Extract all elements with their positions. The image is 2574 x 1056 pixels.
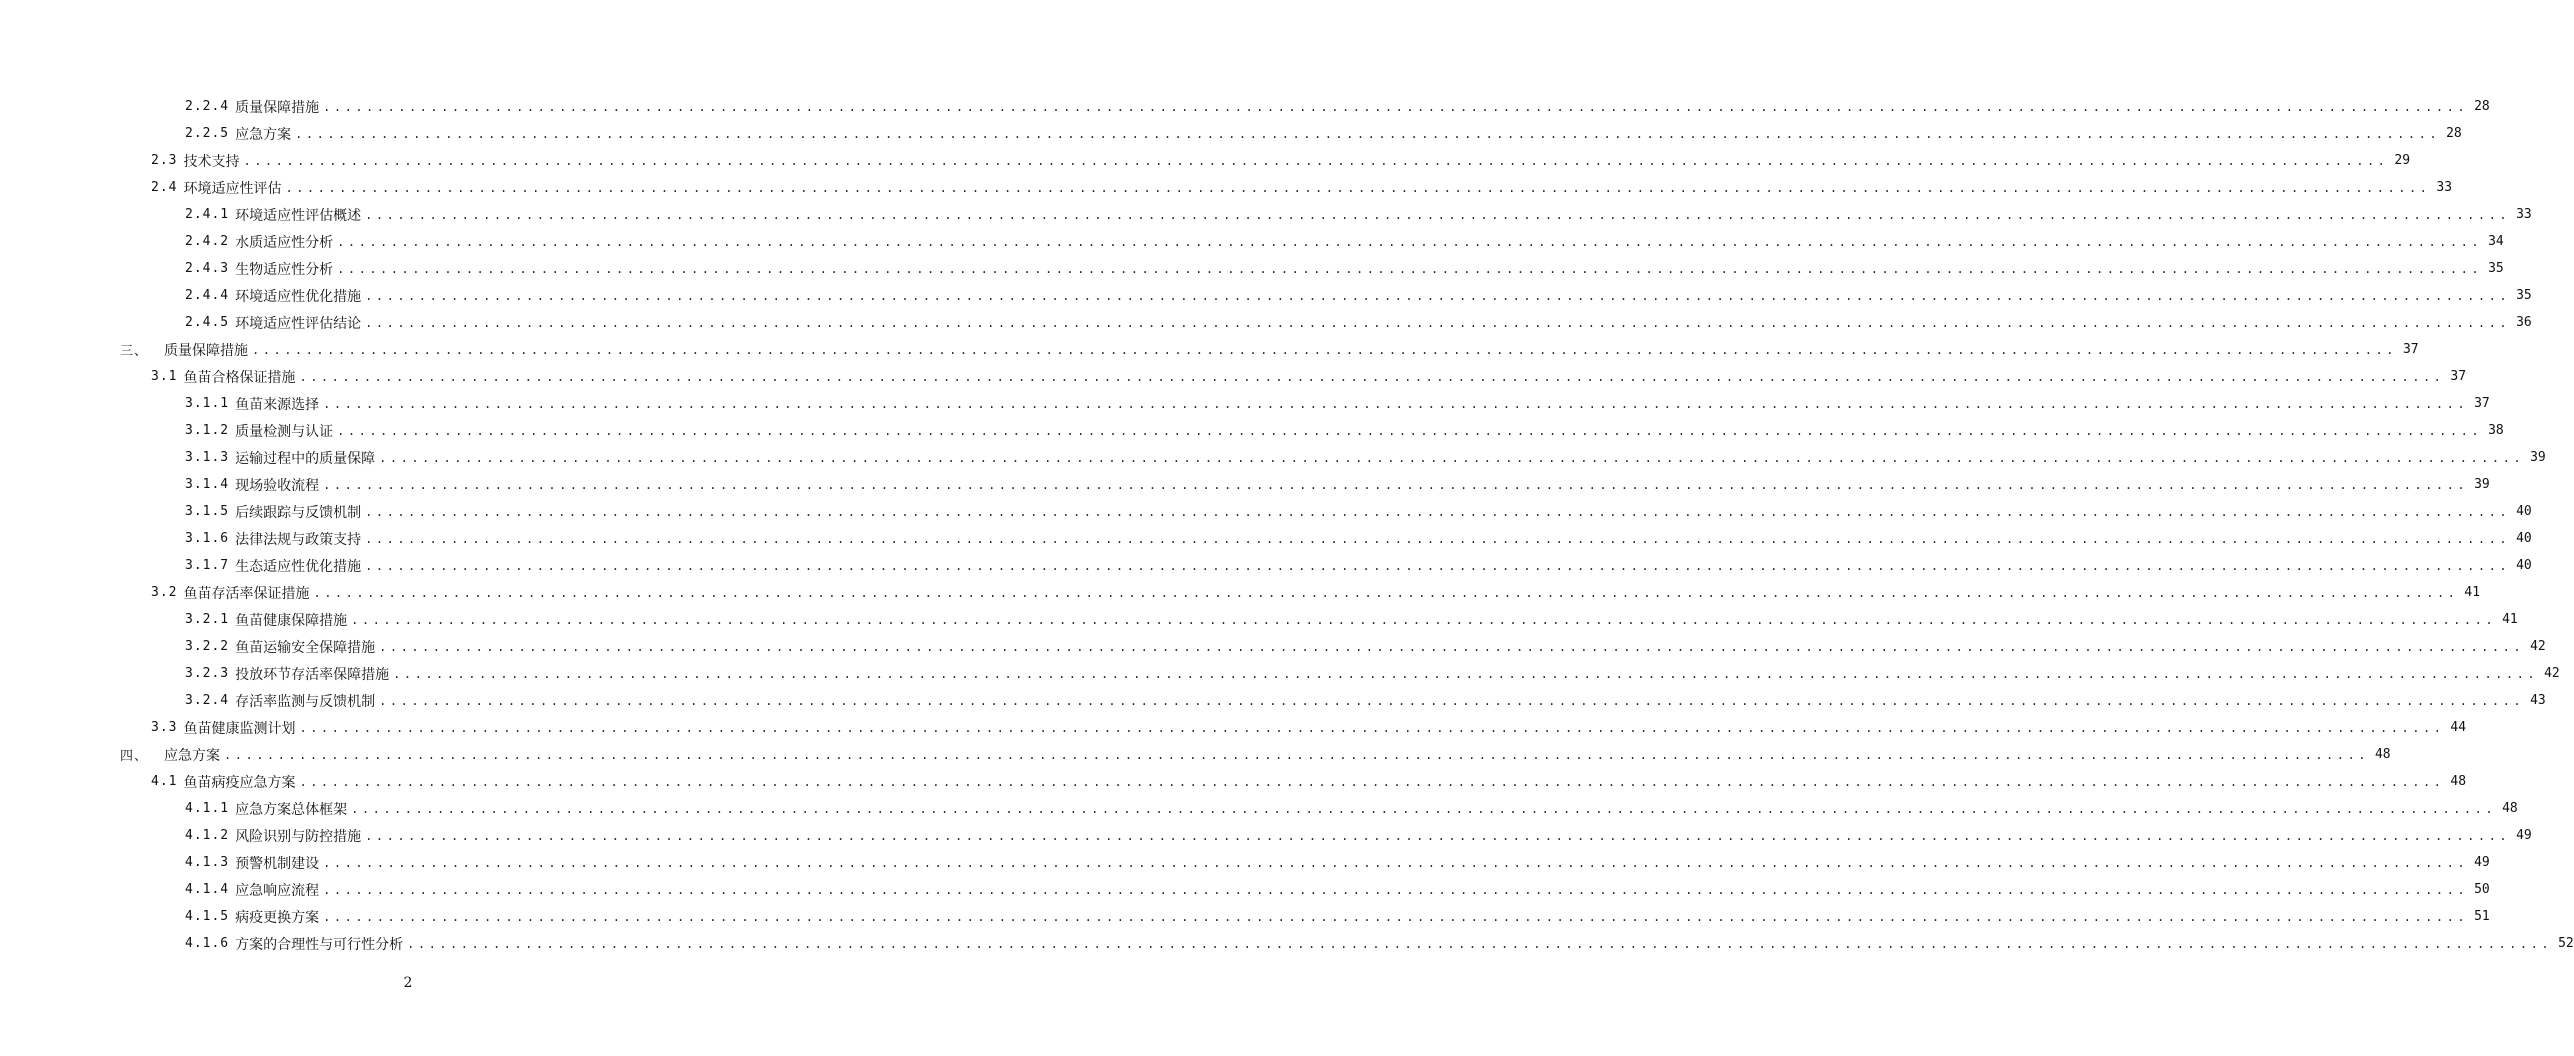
toc-entry[interactable] [0,255,2504,282]
toc-entry-number: 3.3 [151,720,178,735]
toc-entry[interactable] [0,228,2504,255]
toc-entry[interactable] [0,903,2490,930]
toc-entry-number: 2.4.2 [185,234,230,249]
toc-entry-title: 病疫更换方案 [235,909,320,926]
toc-entry-page: 41 [2464,585,2481,600]
toc-entry-title: 质量检测与认证 [235,423,334,440]
toc-entry-page: 50 [2474,882,2490,897]
toc-entry-content [185,259,2504,279]
toc-entry-page: 29 [2394,153,2411,168]
toc-entry-page: 38 [2488,423,2504,438]
toc-entry[interactable] [0,660,2560,687]
toc-entry-title: 生物适应性分析 [235,261,334,278]
toc-entry-title: 鱼苗来源选择 [235,396,320,413]
toc-leader-dots: ........................................................................................................................................................................................................ [285,180,2431,195]
toc-entry-title: 鱼苗病疫应急方案 [183,774,296,791]
toc-entry-page: 33 [2516,207,2532,222]
toc-entry[interactable] [0,444,2546,471]
toc-entry-page: 28 [2446,126,2462,141]
toc-entry-number: 四、 [120,749,149,764]
toc-entry-page: 51 [2474,909,2490,924]
toc-entry-page: 28 [2474,99,2490,114]
toc-entry-title: 质量保障措施 [235,99,320,116]
toc-entry-number: 2.2.5 [185,126,230,141]
toc-entry-content [151,583,2481,603]
toc-leader-dots: ........................................................................................................................................................................................................ [224,747,2369,762]
toc-entry-number: 3.2 [151,585,178,600]
toc-entry[interactable] [0,309,2532,336]
toc-leader-dots: ........................................................................................................................................................................................................ [407,936,2553,951]
toc-entry-content [185,286,2532,306]
toc-entry-title: 应急方案总体框架 [235,801,348,818]
toc-leader-dots: ........................................................................................................................................................................................................ [299,774,2445,789]
toc-entry[interactable] [0,795,2518,822]
toc-leader-dots: ........................................................................................................................................................................................................ [379,693,2525,708]
toc-leader-dots: ........................................................................................................................................................................................................ [323,477,2469,492]
toc-entry-number: 3.1 [151,369,178,384]
toc-leader-dots: ........................................................................................................................................................................................................ [351,612,2497,627]
toc-entry[interactable] [0,93,2490,120]
toc-leader-dots: ........................................................................................................................................................................................................ [299,720,2445,735]
table-of-contents [0,93,2574,957]
toc-entry-content [185,556,2532,576]
toc-entry-page: 34 [2488,234,2504,249]
toc-entry-page: 48 [2374,747,2391,762]
toc-entry-number: 4.1.4 [185,882,230,897]
toc-entry-number: 2.4.1 [185,207,230,222]
toc-leader-dots: ........................................................................................................................................................................................................ [295,126,2441,141]
toc-leader-dots: ........................................................................................................................................................................................................ [365,288,2511,303]
toc-entry-page: 39 [2530,450,2546,465]
toc-entry-content [185,880,2490,900]
toc-entry[interactable] [0,390,2490,417]
toc-entry-page: 43 [2530,693,2546,708]
toc-entry-title: 环境适应性评估 [183,180,282,197]
toc-entry-content [185,205,2532,225]
toc-entry-number: 3.1.1 [185,396,230,411]
toc-entry-title: 应急方案 [164,747,221,764]
toc-entry-number: 4.1.3 [185,855,230,870]
toc-entry[interactable] [0,606,2518,633]
toc-leader-dots: ........................................................................................................................................................................................................ [365,504,2511,519]
toc-entry-content [185,610,2518,630]
toc-entry-number: 2.4.4 [185,288,230,303]
toc-leader-dots: ........................................................................................................................................................................................................ [337,423,2483,438]
toc-entry[interactable] [0,363,2467,390]
toc-leader-dots: ........................................................................................................................................................................................................ [313,585,2459,600]
toc-leader-dots: ........................................................................................................................................................................................................ [243,153,2389,168]
toc-leader-dots: ........................................................................................................................................................................................................ [252,342,2397,357]
toc-entry[interactable] [0,336,2419,363]
toc-entry-page: 48 [2450,774,2467,789]
toc-entry-page: 40 [2516,531,2532,546]
toc-entry[interactable] [0,552,2532,579]
toc-entry-number: 2.2.4 [185,99,230,114]
toc-entry-page: 42 [2530,639,2546,654]
toc-leader-dots: ........................................................................................................................................................................................................ [323,396,2469,411]
toc-leader-dots: ........................................................................................................................................................................................................ [365,315,2511,330]
toc-leader-dots: ........................................................................................................................................................................................................ [351,801,2497,816]
toc-entry-page: 39 [2474,477,2490,492]
toc-leader-dots: ........................................................................................................................................................................................................ [299,369,2445,384]
toc-entry-title: 环境适应性优化措施 [235,288,362,305]
toc-entry-page: 35 [2488,261,2504,276]
toc-entry-content [185,502,2532,522]
toc-entry-number: 2.4.3 [185,261,230,276]
toc-entry-title: 环境适应性评估结论 [235,315,362,332]
toc-entry[interactable] [0,849,2490,876]
toc-entry-page: 35 [2516,288,2532,303]
toc-entry-number: 3.2.2 [185,639,230,654]
toc-leader-dots: ........................................................................................................................................................................................................ [337,234,2483,249]
toc-leader-dots: ........................................................................................................................................................................................................ [337,261,2483,276]
toc-entry-title: 质量保障措施 [164,342,249,359]
toc-entry[interactable] [0,282,2532,309]
toc-entry-page: 37 [2402,342,2419,357]
toc-entry-title: 鱼苗存活率保证措施 [183,585,310,602]
toc-entry[interactable] [0,633,2546,660]
toc-entry-content [185,664,2560,684]
toc-entry[interactable] [0,579,2481,606]
toc-entry[interactable] [0,741,2391,768]
toc-leader-dots: ........................................................................................................................................................................................................ [323,99,2469,114]
toc-entry-page: 49 [2474,855,2490,870]
toc-entry-content [151,151,2411,171]
toc-entry-number: 3.1.3 [185,450,230,465]
toc-entry-number: 3.2.1 [185,612,230,627]
toc-entry[interactable] [0,147,2411,174]
toc-entry-page: 44 [2450,720,2467,735]
toc-entry-page: 52 [2558,936,2574,951]
toc-leader-dots: ........................................................................................................................................................................................................ [379,450,2525,465]
toc-entry-page: 36 [2516,315,2532,330]
toc-entry-page: 40 [2516,558,2532,573]
toc-entry-number: 3.2.3 [185,666,230,681]
toc-entry[interactable] [0,768,2467,795]
toc-entry-content [185,826,2532,846]
toc-entry-content [185,313,2532,333]
toc-entry-number: 3.1.2 [185,423,230,438]
toc-entry-content [185,529,2532,549]
toc-entry[interactable] [0,120,2462,147]
toc-entry-content [151,772,2467,792]
toc-entry-content [120,745,2391,765]
toc-entry-content [151,718,2467,738]
toc-entry-number: 4.1.6 [185,936,230,951]
toc-entry-page: 40 [2516,504,2532,519]
page-number: 2 [403,975,413,991]
toc-entry-number: 4.1.1 [185,801,230,816]
toc-entry-content [185,934,2574,954]
toc-entry-title: 现场验收流程 [235,477,320,494]
toc-entry-title: 环境适应性评估概述 [235,207,362,224]
toc-entry-content [185,475,2490,495]
toc-entry-title: 投放环节存活率保障措施 [235,666,390,683]
toc-leader-dots: ........................................................................................................................................................................................................ [379,639,2525,654]
toc-entry-page: 41 [2502,612,2518,627]
toc-entry-page: 49 [2516,828,2532,843]
toc-entry-title: 风险识别与防控措施 [235,828,362,845]
toc-entry-number: 4.1.5 [185,909,230,924]
toc-entry[interactable] [0,417,2504,444]
toc-entry-title: 应急方案 [235,126,292,143]
toc-entry-page: 42 [2544,666,2560,681]
toc-entry-content [185,637,2546,657]
toc-entry-title: 生态适应性优化措施 [235,558,362,575]
toc-leader-dots: ........................................................................................................................................................................................................ [365,207,2511,222]
toc-entry-content [185,421,2504,441]
toc-entry-content [185,232,2504,252]
toc-entry-title: 法律法规与政策支持 [235,531,362,548]
toc-leader-dots: ........................................................................................................................................................................................................ [323,855,2469,870]
toc-entry-content [185,853,2490,873]
toc-entry-number: 3.1.4 [185,477,230,492]
toc-entry-page: 33 [2436,180,2453,195]
toc-entry-number: 3.1.5 [185,504,230,519]
toc-entry-title: 鱼苗健康监测计划 [183,720,296,737]
toc-entry[interactable] [0,930,2574,957]
toc-entry-title: 鱼苗健康保障措施 [235,612,348,629]
toc-entry-number: 2.4 [151,180,178,195]
toc-entry-number: 4.1 [151,774,178,789]
toc-entry-number: 三、 [120,344,149,359]
toc-entry-title: 预警机制建设 [235,855,320,872]
toc-entry-content [151,367,2467,387]
toc-entry-content [185,97,2490,117]
toc-leader-dots: ........................................................................................................................................................................................................ [365,531,2511,546]
toc-leader-dots: ........................................................................................................................................................................................................ [365,558,2511,573]
toc-entry-title: 方案的合理性与可行性分析 [235,936,404,953]
toc-entry[interactable] [0,174,2453,201]
toc-entry-content [185,691,2546,711]
toc-leader-dots: ........................................................................................................................................................................................................ [323,882,2469,897]
toc-entry-content [151,178,2453,198]
toc-entry-content [185,448,2546,468]
toc-entry[interactable] [0,525,2532,552]
toc-entry[interactable] [0,498,2532,525]
toc-entry-title: 鱼苗合格保证措施 [183,369,296,386]
toc-entry[interactable] [0,471,2490,498]
toc-entry[interactable] [0,687,2546,714]
toc-entry-title: 应急响应流程 [235,882,320,899]
toc-entry-content [185,799,2518,819]
toc-entry[interactable] [0,201,2532,228]
toc-entry-title: 技术支持 [183,153,240,170]
toc-entry-page: 37 [2450,369,2467,384]
toc-entry-number: 2.4.5 [185,315,230,330]
toc-leader-dots: ........................................................................................................................................................................................................ [323,909,2469,924]
toc-leader-dots: ........................................................................................................................................................................................................ [365,828,2511,843]
toc-entry-title: 水质适应性分析 [235,234,334,251]
toc-entry[interactable] [0,714,2467,741]
toc-entry-number: 4.1.2 [185,828,230,843]
toc-entry-number: 3.1.6 [185,531,230,546]
toc-entry-title: 运输过程中的质量保障 [235,450,376,467]
toc-entry-page: 48 [2502,801,2518,816]
toc-entry-content [185,124,2462,144]
toc-entry-title: 存活率监测与反馈机制 [235,693,376,710]
toc-entry-title: 后续跟踪与反馈机制 [235,504,362,521]
toc-entry[interactable] [0,822,2532,849]
toc-entry-content [185,394,2490,414]
toc-entry-content [185,907,2490,927]
toc-entry-content [120,340,2419,360]
toc-entry-number: 3.2.4 [185,693,230,708]
toc-entry-page: 37 [2474,396,2490,411]
toc-entry-title: 鱼苗运输安全保障措施 [235,639,376,656]
toc-entry[interactable] [0,876,2490,903]
toc-entry-number: 3.1.7 [185,558,230,573]
toc-leader-dots: ........................................................................................................................................................................................................ [393,666,2539,681]
toc-entry-number: 2.3 [151,153,178,168]
